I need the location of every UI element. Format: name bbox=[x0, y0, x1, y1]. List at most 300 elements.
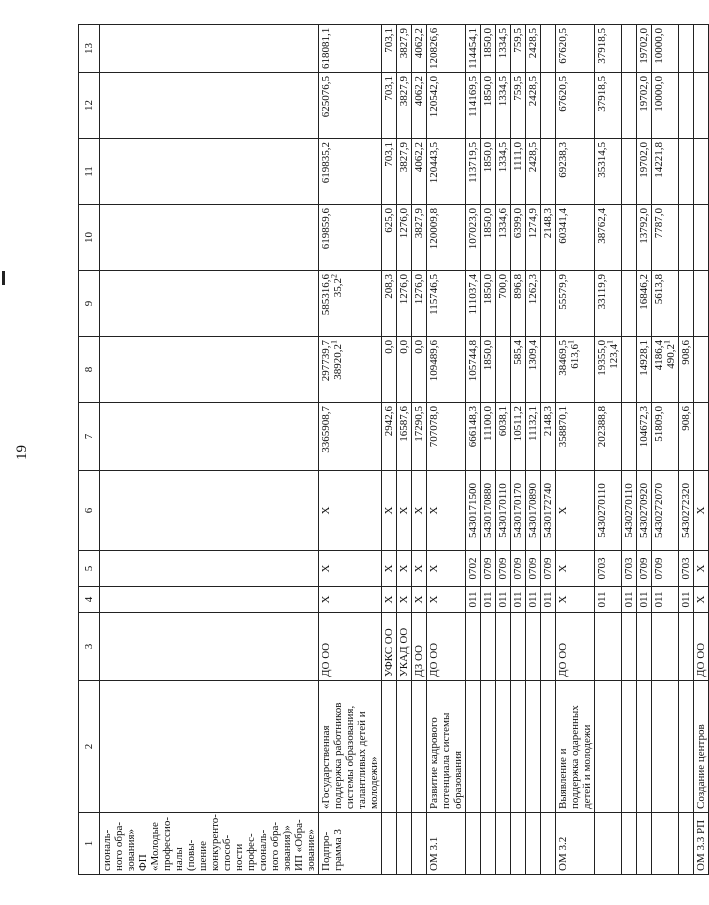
cell-col-8 bbox=[637, 337, 652, 403]
cell-col-3 bbox=[496, 613, 511, 681]
cell-value: 625076,5 bbox=[320, 76, 332, 118]
cell-col-1 bbox=[679, 813, 694, 875]
cell-value: X bbox=[695, 595, 707, 604]
cell-value: 16846,2 bbox=[638, 274, 650, 310]
cell-value: X bbox=[413, 564, 425, 573]
cell-col-11 bbox=[397, 139, 412, 205]
column-header-4: 4 bbox=[79, 587, 100, 613]
cell-value: 19702,0 bbox=[638, 76, 650, 112]
cell-value: 37918,5 bbox=[596, 28, 608, 64]
cell-value: 297739,7 bbox=[320, 340, 332, 382]
cell-value: 759,5 bbox=[512, 28, 524, 53]
cell-value: 0,0 bbox=[398, 340, 410, 354]
cell-value: 104672,3 bbox=[638, 406, 650, 448]
cell-value: 69238,3 bbox=[557, 142, 569, 178]
cell-col-7 bbox=[511, 403, 526, 471]
cell-col-4 bbox=[652, 587, 679, 613]
cell-value: 011 bbox=[482, 591, 494, 608]
cell-value: ОМ 3.3 РП bbox=[695, 819, 707, 871]
cell-col-10 bbox=[382, 205, 397, 271]
cell-value: 5430172740 bbox=[542, 483, 554, 538]
cell-col-9 bbox=[481, 271, 496, 337]
cell-value: 5430170170 bbox=[512, 483, 524, 538]
cell-value: 011 bbox=[638, 591, 650, 608]
table-row bbox=[466, 25, 481, 875]
cell-value: 1334,5 bbox=[497, 28, 509, 59]
cell-col-5 bbox=[382, 551, 397, 587]
cell-col-11 bbox=[556, 139, 595, 205]
cell-value: 011 bbox=[512, 591, 524, 608]
cell-col-9 bbox=[511, 271, 526, 337]
cell-value: 120826,6 bbox=[428, 27, 440, 69]
table-row bbox=[556, 25, 595, 875]
cell-value: 896,8 bbox=[512, 274, 524, 299]
cell-value: ОМ 3.2 bbox=[557, 836, 569, 871]
cell-value: 5430272320 bbox=[680, 483, 692, 538]
cell-value: 6038,1 bbox=[497, 406, 509, 437]
cell-col-10 bbox=[541, 205, 556, 271]
cell-col-8 bbox=[382, 337, 397, 403]
cell-col-4 bbox=[637, 587, 652, 613]
cell-value: 38762,4 bbox=[596, 208, 608, 244]
cell-col-9 bbox=[679, 271, 694, 337]
cell-col-13 bbox=[496, 25, 511, 73]
cell-value: 35314,5 bbox=[596, 142, 608, 178]
cell-col-1 bbox=[541, 813, 556, 875]
cell-col-10 bbox=[319, 205, 382, 271]
cell-col-2 bbox=[100, 681, 319, 813]
cell-value: ОМ 3.1 bbox=[428, 836, 440, 871]
cell-value: 011 bbox=[497, 591, 509, 608]
cell-col-5 bbox=[496, 551, 511, 587]
cell-col-11 bbox=[319, 139, 382, 205]
cell-value: 625,0 bbox=[383, 208, 395, 233]
cell-col-2 bbox=[382, 681, 397, 813]
cell-value: 7787,0 bbox=[653, 208, 665, 239]
header-row bbox=[79, 25, 100, 875]
cell-value: 011 bbox=[596, 591, 608, 608]
cell-col-5 bbox=[397, 551, 412, 587]
cell-value: 3827,9 bbox=[398, 28, 410, 59]
cell-col-3 bbox=[595, 613, 622, 681]
cell-value: 0709 bbox=[542, 557, 554, 580]
cell-value: X bbox=[398, 564, 410, 573]
cell-col-13 bbox=[637, 25, 652, 73]
cell-value: X bbox=[320, 595, 332, 604]
cell-value: X bbox=[383, 506, 395, 515]
cell-value: 5430171500 bbox=[467, 483, 479, 538]
cell-value: УФКС ОО bbox=[383, 628, 395, 677]
cell-value: 5613,8 bbox=[653, 274, 665, 305]
table-row bbox=[412, 25, 427, 875]
cell-col-3 bbox=[481, 613, 496, 681]
cell-col-12 bbox=[496, 73, 511, 139]
cell-col-2 bbox=[526, 681, 541, 813]
cell-value: 1850,0 bbox=[482, 142, 494, 173]
cell-value: 4062,2 bbox=[413, 142, 425, 173]
cell-col-13 bbox=[481, 25, 496, 73]
cell-col-13 bbox=[412, 25, 427, 73]
cell-value: 3827,9 bbox=[413, 208, 425, 239]
footnote-marker: 1 bbox=[605, 340, 615, 344]
cell-value: Выявление и поддержка одаренных детей и молодежи bbox=[557, 705, 593, 809]
cell-value: 67620,5 bbox=[557, 76, 569, 112]
cell-col-5 bbox=[541, 551, 556, 587]
cell-value: ДО ОО bbox=[428, 642, 440, 677]
cell-col-11 bbox=[595, 139, 622, 205]
cell-value: 358870,1 bbox=[557, 406, 569, 448]
cell-col-13 bbox=[541, 25, 556, 73]
cell-col-1 bbox=[595, 813, 622, 875]
cell-value: Развитие кадрового потенциала системы образования bbox=[428, 712, 464, 809]
column-header-6: 6 bbox=[79, 471, 100, 551]
cell-col-4 bbox=[595, 587, 622, 613]
cell-col-1 bbox=[526, 813, 541, 875]
cell-value: 10000,0 bbox=[653, 76, 665, 112]
cell-col-3 bbox=[541, 613, 556, 681]
cell-col-11 bbox=[466, 139, 481, 205]
cell-col-12 bbox=[412, 73, 427, 139]
corner-mark bbox=[2, 271, 5, 285]
cell-col-6 bbox=[679, 471, 694, 551]
cell-col-7 bbox=[526, 403, 541, 471]
cell-value: 2428,5 bbox=[527, 76, 539, 107]
cell-col-7 bbox=[319, 403, 382, 471]
cell-value: 11100,0 bbox=[482, 406, 494, 441]
cell-col-5 bbox=[100, 551, 319, 587]
cell-col-7 bbox=[466, 403, 481, 471]
cell-col-4 bbox=[481, 587, 496, 613]
table-row bbox=[679, 25, 694, 875]
cell-col-12 bbox=[556, 73, 595, 139]
cell-value: 618081,1 bbox=[320, 27, 332, 69]
cell-col-2 bbox=[412, 681, 427, 813]
cell-value: 5430170890 bbox=[527, 483, 539, 538]
cell-col-7 bbox=[412, 403, 427, 471]
cell-value: 6399,0 bbox=[512, 208, 524, 239]
cell-col-3 bbox=[382, 613, 397, 681]
cell-value: 2148,3 bbox=[542, 406, 554, 437]
cell-value: 0703 bbox=[596, 557, 608, 580]
cell-col-4 bbox=[541, 587, 556, 613]
cell-col-6 bbox=[100, 471, 319, 551]
cell-value: 2428,5 bbox=[527, 28, 539, 59]
cell-value: 60341,4 bbox=[557, 208, 569, 244]
cell-col-7 bbox=[595, 403, 622, 471]
cell-value: 14928,1 bbox=[638, 340, 650, 376]
cell-col-1 bbox=[397, 813, 412, 875]
cell-col-7 bbox=[652, 403, 679, 471]
cell-value: 1850,0 bbox=[482, 28, 494, 59]
cell-col-9 bbox=[466, 271, 481, 337]
cell-value: 3365908,7 bbox=[320, 406, 332, 453]
column-header-5: 5 bbox=[79, 551, 100, 587]
column-header-1: 1 bbox=[79, 813, 100, 875]
cell-col-8 bbox=[526, 337, 541, 403]
cell-col-7 bbox=[679, 403, 694, 471]
table-row bbox=[397, 25, 412, 875]
cell-value: 67620,5 bbox=[557, 28, 569, 64]
cell-value: X bbox=[398, 506, 410, 515]
cell-col-13 bbox=[466, 25, 481, 73]
column-header-12: 12 bbox=[79, 73, 100, 139]
cell-col-8 bbox=[679, 337, 694, 403]
cell-col-1 bbox=[496, 813, 511, 875]
cell-col-4 bbox=[412, 587, 427, 613]
column-header-10: 10 bbox=[79, 205, 100, 271]
cell-value: 37918,5 bbox=[596, 76, 608, 112]
cell-col-6 bbox=[466, 471, 481, 551]
cell-col-12 bbox=[652, 73, 679, 139]
cell-col-11 bbox=[496, 139, 511, 205]
cell-col-6 bbox=[481, 471, 496, 551]
cell-col-2 bbox=[397, 681, 412, 813]
cell-col-12 bbox=[100, 73, 319, 139]
cell-value: X bbox=[413, 595, 425, 604]
cell-col-6 bbox=[622, 471, 637, 551]
cell-col-10 bbox=[622, 205, 637, 271]
cell-value: 4062,2 bbox=[413, 28, 425, 59]
cell-value: 011 bbox=[623, 591, 635, 608]
cell-value: 38469,5 bbox=[557, 340, 569, 376]
cell-col-12 bbox=[481, 73, 496, 139]
cell-value: 55579,9 bbox=[557, 274, 569, 310]
cell-col-12 bbox=[694, 73, 709, 139]
cell-col-13 bbox=[397, 25, 412, 73]
cell-col-2 bbox=[427, 681, 466, 813]
cell-col-13 bbox=[694, 25, 709, 73]
cell-col-3 bbox=[511, 613, 526, 681]
column-header-9: 9 bbox=[79, 271, 100, 337]
cell-col-3 bbox=[637, 613, 652, 681]
cell-value: «Государственная поддержка работников системы образования, талантливых детей и молодежи» bbox=[320, 702, 380, 809]
cell-col-4 bbox=[679, 587, 694, 613]
cell-col-3 bbox=[556, 613, 595, 681]
cell-value: 1276,0 bbox=[398, 274, 410, 305]
cell-value: 0709 bbox=[527, 557, 539, 580]
cell-col-9 bbox=[382, 271, 397, 337]
cell-col-13 bbox=[556, 25, 595, 73]
cell-col-4 bbox=[694, 587, 709, 613]
cell-col-5 bbox=[652, 551, 679, 587]
cell-value: ДО ОО bbox=[695, 642, 707, 677]
cell-col-11 bbox=[679, 139, 694, 205]
cell-col-13 bbox=[382, 25, 397, 73]
cell-col-6 bbox=[511, 471, 526, 551]
cell-value: 0,0 bbox=[413, 340, 425, 354]
cell-value: 114169,5 bbox=[467, 76, 479, 117]
cell-col-2 bbox=[595, 681, 622, 813]
cell-value: 1111,0 bbox=[512, 142, 524, 172]
cell-col-3 bbox=[679, 613, 694, 681]
cell-value: Создание центров bbox=[695, 724, 707, 809]
cell-value: 1334,5 bbox=[497, 76, 509, 107]
column-header-3: 3 bbox=[79, 613, 100, 681]
cell-value: 1276,0 bbox=[398, 208, 410, 239]
cell-value: X bbox=[383, 595, 395, 604]
cell-col-3 bbox=[652, 613, 679, 681]
cell-col-13 bbox=[622, 25, 637, 73]
cell-value: 114454,1 bbox=[467, 28, 479, 69]
cell-col-8 bbox=[481, 337, 496, 403]
cell-col-8 bbox=[511, 337, 526, 403]
cell-col-3 bbox=[622, 613, 637, 681]
cell-col-4 bbox=[319, 587, 382, 613]
cell-value: 105744,8 bbox=[467, 340, 479, 382]
cell-col-9 bbox=[637, 271, 652, 337]
cell-col-8 bbox=[652, 337, 679, 403]
cell-col-9 bbox=[556, 271, 595, 337]
cell-value: 202388,8 bbox=[596, 406, 608, 448]
cell-col-13 bbox=[100, 25, 319, 73]
cell-col-12 bbox=[679, 73, 694, 139]
cell-col-13 bbox=[526, 25, 541, 73]
cell-value: 11132,1 bbox=[527, 406, 539, 441]
cell-col-6 bbox=[595, 471, 622, 551]
cell-col-9 bbox=[496, 271, 511, 337]
cell-value: ДО ОО bbox=[557, 642, 569, 677]
cell-col-12 bbox=[319, 73, 382, 139]
table-row bbox=[496, 25, 511, 875]
cell-value: 120443,5 bbox=[428, 142, 440, 184]
cell-value: 113719,5 bbox=[467, 142, 479, 183]
footnote-marker: 2 bbox=[329, 274, 339, 278]
cell-col-10 bbox=[466, 205, 481, 271]
cell-col-7 bbox=[556, 403, 595, 471]
cell-col-6 bbox=[397, 471, 412, 551]
cell-value: 908,6 bbox=[680, 340, 692, 365]
cell-value: 011 bbox=[680, 591, 692, 608]
cell-col-2 bbox=[496, 681, 511, 813]
table-row bbox=[427, 25, 466, 875]
cell-col-10 bbox=[526, 205, 541, 271]
cell-col-3 bbox=[694, 613, 709, 681]
cell-value: 109489,6 bbox=[428, 340, 440, 382]
cell-col-11 bbox=[427, 139, 466, 205]
cell-value: 208,3 bbox=[383, 274, 395, 299]
column-header-13: 13 bbox=[79, 25, 100, 73]
cell-col-7 bbox=[694, 403, 709, 471]
cell-col-2 bbox=[511, 681, 526, 813]
cell-col-10 bbox=[694, 205, 709, 271]
cell-col-11 bbox=[511, 139, 526, 205]
cell-col-12 bbox=[427, 73, 466, 139]
cell-col-8 bbox=[622, 337, 637, 403]
footnote-marker: 1 bbox=[329, 340, 339, 344]
cell-value: 4186,4 bbox=[653, 340, 665, 371]
table-row bbox=[100, 25, 319, 875]
cell-col-5 bbox=[595, 551, 622, 587]
cell-col-8 bbox=[466, 337, 481, 403]
cell-col-12 bbox=[595, 73, 622, 139]
cell-col-1 bbox=[652, 813, 679, 875]
cell-col-11 bbox=[481, 139, 496, 205]
table-row bbox=[526, 25, 541, 875]
cell-secondary-value: 490,2$^1$ bbox=[662, 340, 677, 369]
cell-col-1 bbox=[622, 813, 637, 875]
cell-value: 0709 bbox=[653, 557, 665, 580]
cell-value: 011 bbox=[467, 591, 479, 608]
cell-col-2 bbox=[556, 681, 595, 813]
cell-value: 10511,2 bbox=[512, 406, 524, 442]
cell-value: 619859,6 bbox=[320, 208, 332, 250]
cell-value: 10000,0 bbox=[653, 28, 665, 64]
cell-value: Подпро- грамма 3 bbox=[320, 829, 344, 871]
cell-value: 17290,5 bbox=[413, 406, 425, 442]
cell-value: 2428,5 bbox=[527, 142, 539, 173]
cell-col-6 bbox=[427, 471, 466, 551]
cell-col-1 bbox=[466, 813, 481, 875]
column-header-8: 8 bbox=[79, 337, 100, 403]
cell-col-4 bbox=[511, 587, 526, 613]
cell-col-9 bbox=[652, 271, 679, 337]
cell-value: 0709 bbox=[638, 557, 650, 580]
cell-value: 585,4 bbox=[512, 340, 524, 365]
cell-col-11 bbox=[100, 139, 319, 205]
cell-col-12 bbox=[382, 73, 397, 139]
cell-col-4 bbox=[496, 587, 511, 613]
cell-secondary-value: 38920,2$^1$ bbox=[329, 340, 344, 380]
cell-col-12 bbox=[622, 73, 637, 139]
cell-col-3 bbox=[319, 613, 382, 681]
cell-value: 1334,5 bbox=[497, 142, 509, 173]
cell-col-8 bbox=[427, 337, 466, 403]
cell-col-10 bbox=[556, 205, 595, 271]
cell-col-8 bbox=[595, 337, 622, 403]
cell-secondary-value: 35,2$^2$ bbox=[329, 274, 344, 298]
cell-value: X bbox=[428, 595, 440, 604]
cell-col-9 bbox=[694, 271, 709, 337]
cell-value: 0702 bbox=[467, 557, 479, 580]
cell-value: X bbox=[320, 564, 332, 573]
cell-secondary-value: 613,6$^1$ bbox=[566, 340, 581, 369]
cell-col-13 bbox=[319, 25, 382, 73]
cell-col-6 bbox=[382, 471, 397, 551]
cell-value: X bbox=[428, 564, 440, 573]
cell-col-10 bbox=[427, 205, 466, 271]
cell-col-1 bbox=[637, 813, 652, 875]
cell-col-2 bbox=[622, 681, 637, 813]
cell-col-6 bbox=[319, 471, 382, 551]
cell-value: X bbox=[695, 564, 707, 573]
cell-value: 120009,8 bbox=[428, 208, 440, 250]
cell-value: 115746,5 bbox=[428, 274, 440, 315]
cell-col-8 bbox=[541, 337, 556, 403]
cell-value: 19702,0 bbox=[638, 28, 650, 64]
cell-col-8 bbox=[694, 337, 709, 403]
cell-col-10 bbox=[637, 205, 652, 271]
cell-value: 111037,4 bbox=[467, 274, 479, 315]
cell-value: УКАД ОО bbox=[398, 627, 410, 677]
cell-col-6 bbox=[652, 471, 679, 551]
cell-col-2 bbox=[319, 681, 382, 813]
footnote-marker: 1 bbox=[566, 340, 576, 344]
cell-col-8 bbox=[556, 337, 595, 403]
cell-col-10 bbox=[595, 205, 622, 271]
cell-col-12 bbox=[511, 73, 526, 139]
table-row bbox=[541, 25, 556, 875]
cell-col-5 bbox=[319, 551, 382, 587]
cell-value: 703,1 bbox=[383, 142, 395, 167]
cell-col-10 bbox=[412, 205, 427, 271]
cell-col-5 bbox=[427, 551, 466, 587]
cell-col-5 bbox=[637, 551, 652, 587]
cell-col-5 bbox=[511, 551, 526, 587]
cell-col-9 bbox=[397, 271, 412, 337]
cell-value: 33119,9 bbox=[596, 274, 608, 310]
cell-value: 16587,6 bbox=[398, 406, 410, 442]
cell-value: 1850,0 bbox=[482, 208, 494, 239]
